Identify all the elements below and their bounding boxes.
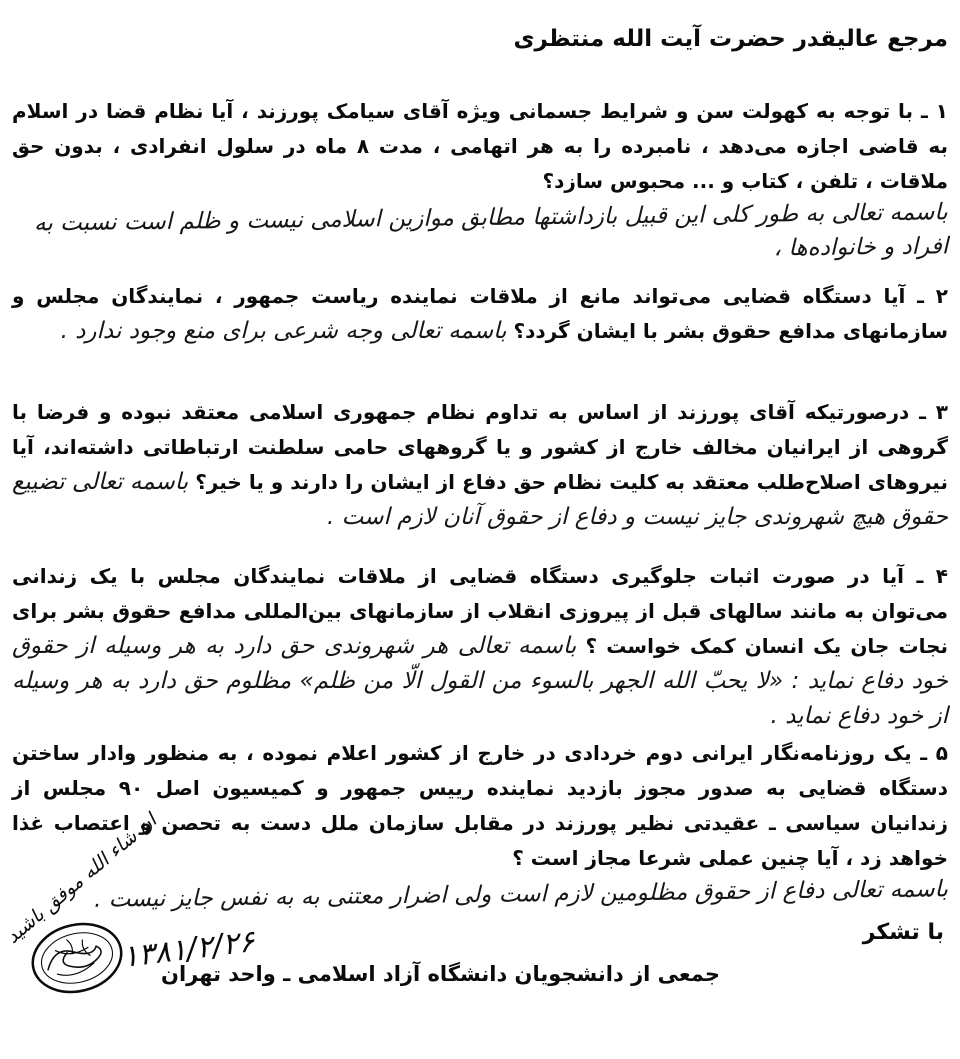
page-title: مرجع عالیقدر حضرت آیت الله منتظری (513, 26, 948, 52)
question-5-text: ۵ ـ یک روزنامه‌نگار ایرانی دوم خردادی در خارج از کشور اعلام نموده ، به منظور وادار ساختن دستگاه قضایی به صدور مجوز بازدید نماینده رییس جمهور و کمیسیون اصل ۹۰ مجلس از زندانیان سیاسی ـ عقیدتی نظیر پورزند در مقابل سازمان ملل دست به تحصن و اعتصاب غذا خواهد زد ، آیا چنین عملی شرعا مجاز است ؟ (12, 741, 948, 870)
signature-line: جمعی از دانشجویان دانشگاه آزاد اسلامی ـ واحد تهران (161, 962, 720, 986)
question-4-text (12, 559, 948, 734)
handwritten-answer-2: باسمه تعالی وجه شرعی برای منع وجود ندارد . (60, 318, 507, 344)
question-block-2 (12, 279, 948, 349)
question-4-typed: ۴ ـ آیا در صورت اثبات جلوگیری دستگاه قضایی از ملاقات نمایندگان مجلس با یک زندانی می‌توان به مانند سالهای قبل از پیروزی انقلاب از سازمانهای بین‌المللی مدافع حقوق بشر برای نجات جان یک انسان کمک خواست ؟ (12, 564, 949, 658)
question-2-text (12, 279, 948, 349)
question-block-1 (12, 94, 948, 269)
question-block-3 (12, 395, 948, 535)
question-3-typed: ۳ ـ درصورتیکه آقای پورزند از اساس به تداوم نظام جمهوری اسلامی معتقد نبوده و فرضا با گروهی از ایرانیان مخالف خارج از کشور و یا گروههای حامی سلطنت ارتباطاتی داشته‌اند، آیا نیروهای اصلاح‌طلب معتقد به کلیت نظام حق دفاع از ایشان را دارند و یا خیر؟ (12, 400, 948, 494)
question-2-typed: ۲ ـ آیا دستگاه قضایی می‌تواند مانع از ملاقات نماینده ریاست جمهور ، نمایندگان مجلس و سازمانهای مدافع حقوق بشر با ایشان گردد؟ (12, 284, 948, 343)
handwritten-margin-note: ان شاء الله موفق باشید (1, 809, 161, 948)
question-1-text: ۱ ـ با توجه به کهولت سن و شرایط جسمانی ویژه آقای سیامک پورزند ، آیا نظام قضا در اسلام به قاضی اجازه می‌دهد ، نامبرده را به هر اتهامی ، مدت ۸ ماه در سلول انفرادی ، بدون حق ملاقات ، تلفن ، کتاب و ... محبوس سازد؟ (12, 99, 948, 193)
handwritten-answer-1: باسمه تعالی به طور کلی این قبیل بازداشتها مطابق موازین اسلامی نیست و ظلم است نسبت به افراد و خانواده‌ها ، (33, 199, 949, 262)
handwritten-date: ۱۳۸۱/۲/۲۶ (120, 924, 257, 975)
handwritten-answer-3: باسمه تعالی تضییع حقوق هیچ شهروندی جایز نیست و دفاع از حقوق آنان لازم است . (12, 469, 948, 530)
handwritten-answer-5: باسمه تعالی دفاع از حقوق مظلومین لازم است ولی اضرار معتنی به به نفس جایز نیست . (93, 876, 949, 913)
handwritten-answer-4: باسمه تعالی هر شهروندی حق دارد به هر وسیله از حقوق خود دفاع نماید : «لا یحبّ الله الجهر بالسوء من القول الّا من ظلم» مظلوم حق دارد به هر وسیله از خود دفاع نماید . (12, 633, 948, 729)
closing-thanks: با تشکر (862, 920, 944, 945)
question-3-text (12, 395, 948, 535)
question-block-4 (12, 559, 948, 734)
